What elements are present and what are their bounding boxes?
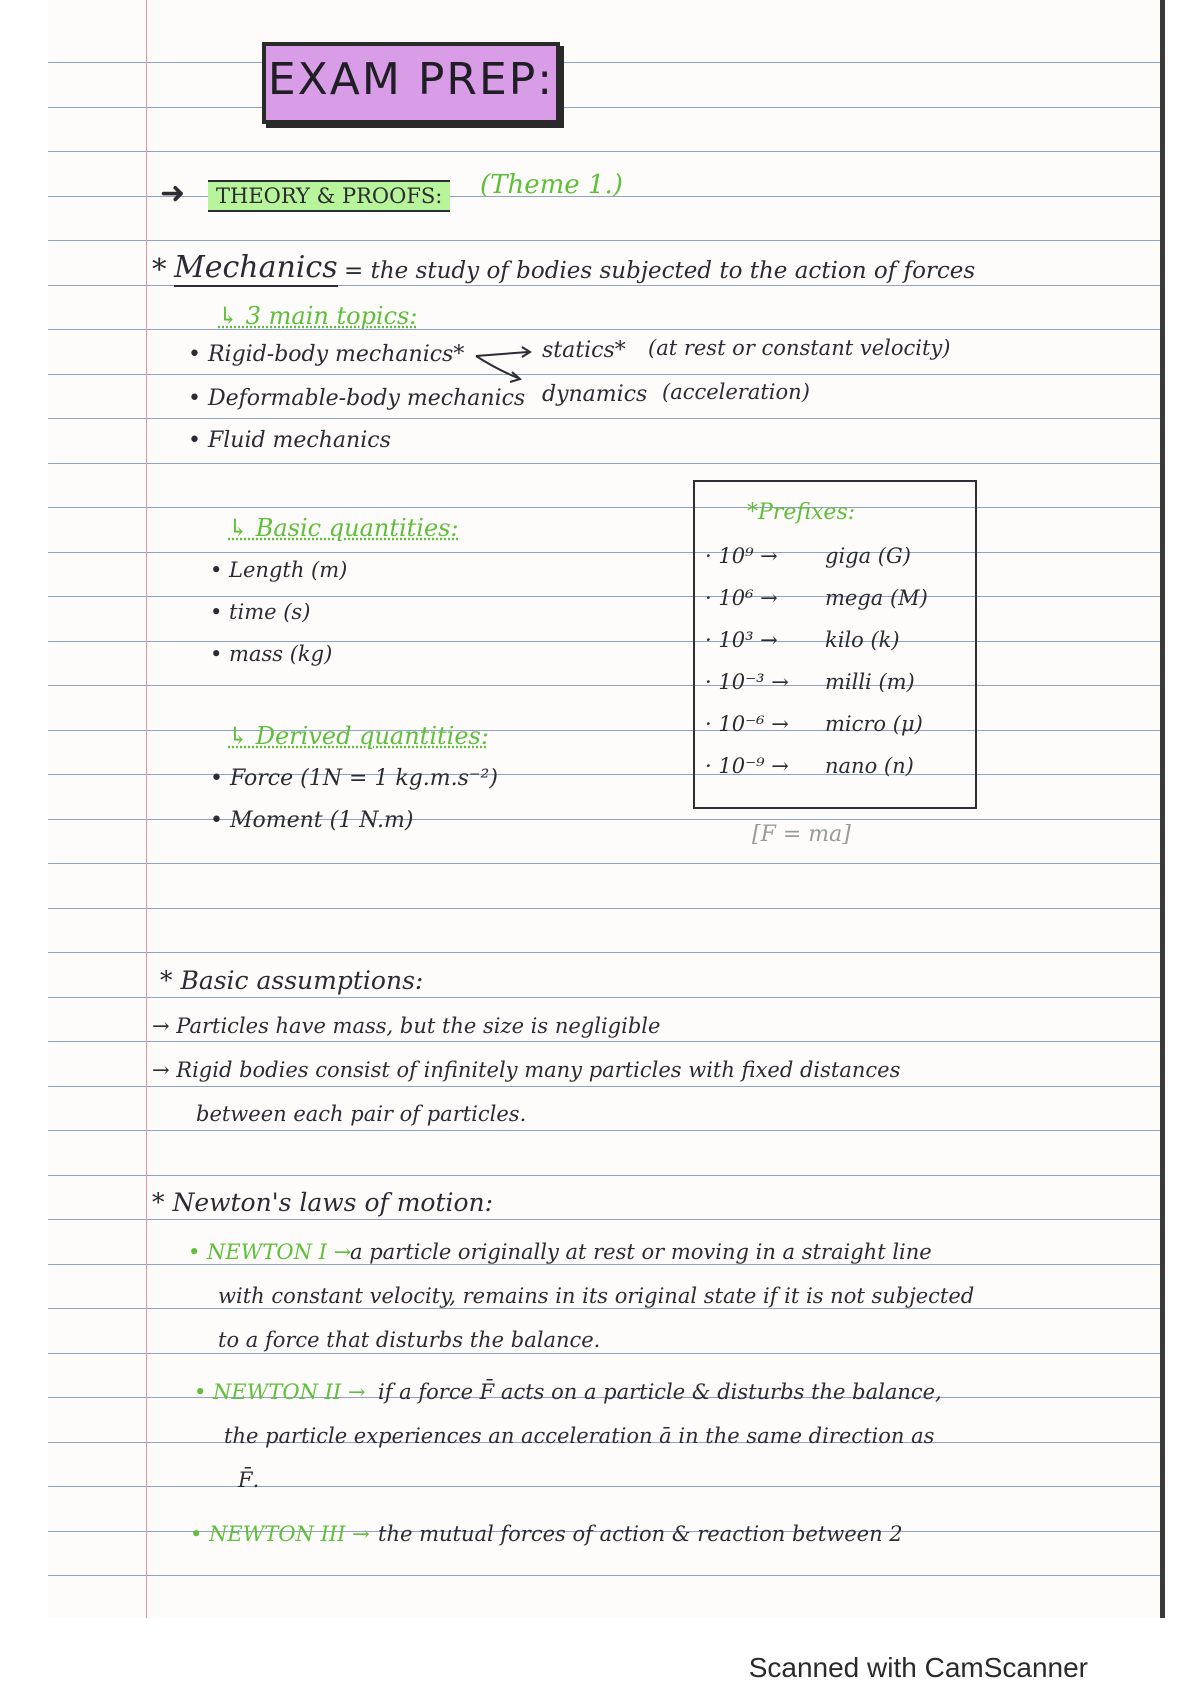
newton-heading: * Newton's laws of motion:	[152, 1188, 494, 1217]
newton-3-line: the mutual forces of action & reaction between 2	[378, 1522, 903, 1546]
ruled-line	[48, 1041, 1160, 1042]
newton-1-line: with constant velocity, remains in its original state if it is not subjected	[218, 1284, 975, 1308]
prefix-power: · 10⁻⁶ →	[705, 712, 789, 736]
ruled-line	[48, 240, 1160, 241]
newton-1-line: a particle originally at rest or moving in a straight line	[350, 1240, 932, 1264]
notebook-page	[48, 0, 1165, 1618]
ruled-line	[48, 1308, 1160, 1309]
topic-item: • Fluid mechanics	[188, 428, 391, 453]
theme-label: (Theme 1.)	[480, 170, 623, 200]
ruled-line	[48, 552, 1160, 553]
topic-item: • Rigid-body mechanics*	[188, 342, 465, 367]
title-box	[262, 42, 560, 124]
ruled-line	[48, 1086, 1160, 1087]
derived-quantities-heading: ↳ Derived quantities:	[228, 722, 489, 750]
arrow-icon: ➜	[160, 176, 186, 211]
formula-note: [F = ma]	[752, 822, 851, 847]
ruled-line	[48, 1486, 1160, 1487]
ruled-line	[48, 1264, 1160, 1265]
star-icon: *	[152, 252, 167, 286]
branch-note-dynamics: (acceleration)	[662, 380, 810, 404]
mechanics-term: Mechanics	[174, 250, 338, 285]
branch-dynamics: dynamics	[542, 382, 648, 407]
prefix-name: kilo (k)	[825, 628, 900, 652]
page-title: EXAM PREP:	[267, 54, 555, 105]
prefixes-box	[693, 480, 977, 809]
section-heading: THEORY & PROOFS:	[208, 180, 450, 212]
basic-quantity: • time (s)	[210, 600, 311, 624]
ruled-line	[48, 952, 1160, 953]
assumption-line: → Particles have mass, but the size is negligible	[152, 1014, 661, 1038]
newton-3-label: • NEWTON III →	[190, 1522, 370, 1546]
basic-quantities-heading: ↳ Basic quantities:	[228, 514, 459, 542]
ruled-line	[48, 863, 1160, 864]
ruled-line	[48, 374, 1160, 375]
prefix-power: · 10⁻³ →	[705, 670, 789, 694]
ruled-line	[48, 1175, 1160, 1176]
ruled-line	[48, 1353, 1160, 1354]
ruled-line	[48, 1130, 1160, 1131]
newton-1-label: • NEWTON I →	[188, 1240, 352, 1264]
ruled-line	[48, 62, 1160, 63]
ruled-line	[48, 151, 1160, 152]
newton-2-line: if a force F̄ acts on a particle & disturbs the balance,	[378, 1380, 942, 1404]
prefix-power: · 10⁹ →	[705, 544, 778, 568]
prefix-name: milli (m)	[825, 670, 915, 694]
margin-line	[146, 0, 147, 1618]
ruled-line	[48, 107, 1160, 108]
derived-quantity: • Force (1N = 1 kg.m.s⁻²)	[210, 766, 498, 791]
ruled-line	[48, 1575, 1160, 1576]
ruled-line	[48, 1219, 1160, 1220]
ruled-line	[48, 997, 1160, 998]
prefix-power: · 10⁶ →	[705, 586, 778, 610]
derived-quantity: • Moment (1 N.m)	[210, 808, 414, 833]
basic-quantity: • Length (m)	[210, 558, 348, 582]
prefixes-heading: *Prefixes:	[747, 500, 856, 525]
topic-item: • Deformable-body mechanics	[188, 386, 526, 411]
assumption-line: → Rigid bodies consist of infinitely many particles with fixed distances	[152, 1058, 901, 1082]
branch-note-statics: (at rest or constant velocity)	[648, 336, 951, 360]
prefix-name: mega (M)	[825, 586, 928, 610]
ruled-line	[48, 507, 1160, 508]
prefix-power: · 10³ →	[705, 628, 778, 652]
topics-heading: ↳ 3 main topics:	[218, 302, 418, 330]
ruled-line	[48, 730, 1160, 731]
newton-1-line: to a force that disturbs the balance.	[218, 1328, 601, 1352]
branch-statics: statics*	[542, 338, 626, 363]
prefix-name: nano (n)	[825, 754, 914, 778]
ruled-line	[48, 685, 1160, 686]
prefix-name: giga (G)	[825, 544, 911, 568]
assumption-line: between each pair of particles.	[196, 1102, 527, 1126]
ruled-line	[48, 418, 1160, 419]
mechanics-definition: = the study of bodies subjected to the action of forces	[344, 258, 976, 284]
ruled-line	[48, 463, 1160, 464]
newton-2-line: the particle experiences an acceleration ā in the same direction as	[224, 1424, 935, 1448]
scanner-watermark: Scanned with CamScanner	[748, 1652, 1088, 1683]
basic-quantity: • mass (kg)	[210, 642, 333, 666]
ruled-line	[48, 329, 1160, 330]
ruled-line	[48, 596, 1160, 597]
ruled-line	[48, 908, 1160, 909]
newton-2-label: • NEWTON II →	[194, 1380, 366, 1404]
prefix-name: micro (μ)	[825, 712, 923, 736]
newton-2-line: F̄.	[238, 1468, 260, 1492]
prefix-power: · 10⁻⁹ →	[705, 754, 789, 778]
assumptions-heading: * Basic assumptions:	[160, 966, 424, 995]
